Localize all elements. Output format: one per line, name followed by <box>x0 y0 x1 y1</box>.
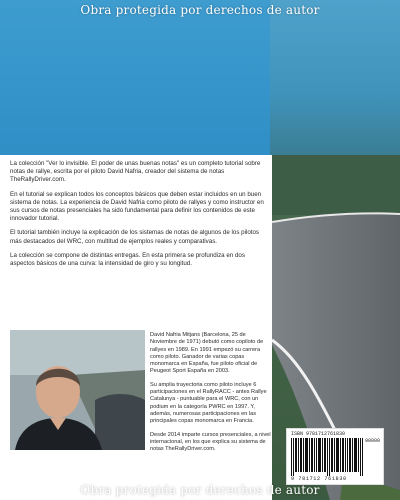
description-paragraph: El tutorial también incluye la explicación de los sistemas de notas de algunos de los pilotos más destacados del WRC, con multitud de ejemplos reales y comparativas. <box>10 229 260 245</box>
barcode-box <box>286 428 384 485</box>
description-paragraph: La colección "Ver lo invisible. El poder de unas buenas notas" es un completo tutorial sobre notas de rallye, escrita por el piloto David Nafria, creador del sistema de notas TheRallyDriver.com. <box>10 160 261 184</box>
author-bio-paragraph: Su amplia trayectoria como piloto incluye 6 participaciones en el RallyRACC - antes Rallye Catalunya - puntuable para el WRC, con un podium en la categoría PWRC en 1997. Y, además, numerosas participaciones en las principales copas monomarca en Francia. <box>150 381 267 425</box>
author-bio <box>150 332 272 459</box>
book-description <box>10 160 268 274</box>
price-code: 90000 <box>364 438 380 444</box>
author-photo <box>10 330 145 450</box>
watermark-bottom: Obra protegida por derechos de autor <box>80 483 320 497</box>
barcode-digits: 9 781712 761830 <box>291 476 347 482</box>
description-paragraph: En el tutorial se explican todos los conceptos básicos que deben estar incluidos en un buen sistema de notas. La experiencia de David Nafria como piloto de rallyes y como instructor en sus cursos de notas presenciales ha sido fundamental para definir los contenidos de este innovador tutorial. <box>10 190 264 223</box>
author-bio-paragraph: Desde 2014 imparte cursos presenciales, a nivel internacional, en los que explica su sistema de notas TheRallyDriver.com. <box>150 431 271 453</box>
watermark-top: Obra protegida por derechos de autor <box>80 3 320 17</box>
author-bio-paragraph: David Nafria Mitjans (Barcelona, 25 de Noviembre de 1971) debutó como copiloto de rallyes en 1989. En 1991 empezó su carrera como piloto. Ganador de varias copas monomarca en España, fue piloto oficial de Peugeot Sport España en 2003. <box>150 332 264 375</box>
barcode-bars <box>291 438 365 476</box>
description-paragraph: La colección se compone de distintas entregas. En esta primera se profundiza en dos aspectos básicos de una curva: la intensidad de giro y su longitud. <box>10 251 245 268</box>
isbn-label: ISBN 9781712761830 <box>291 431 346 437</box>
